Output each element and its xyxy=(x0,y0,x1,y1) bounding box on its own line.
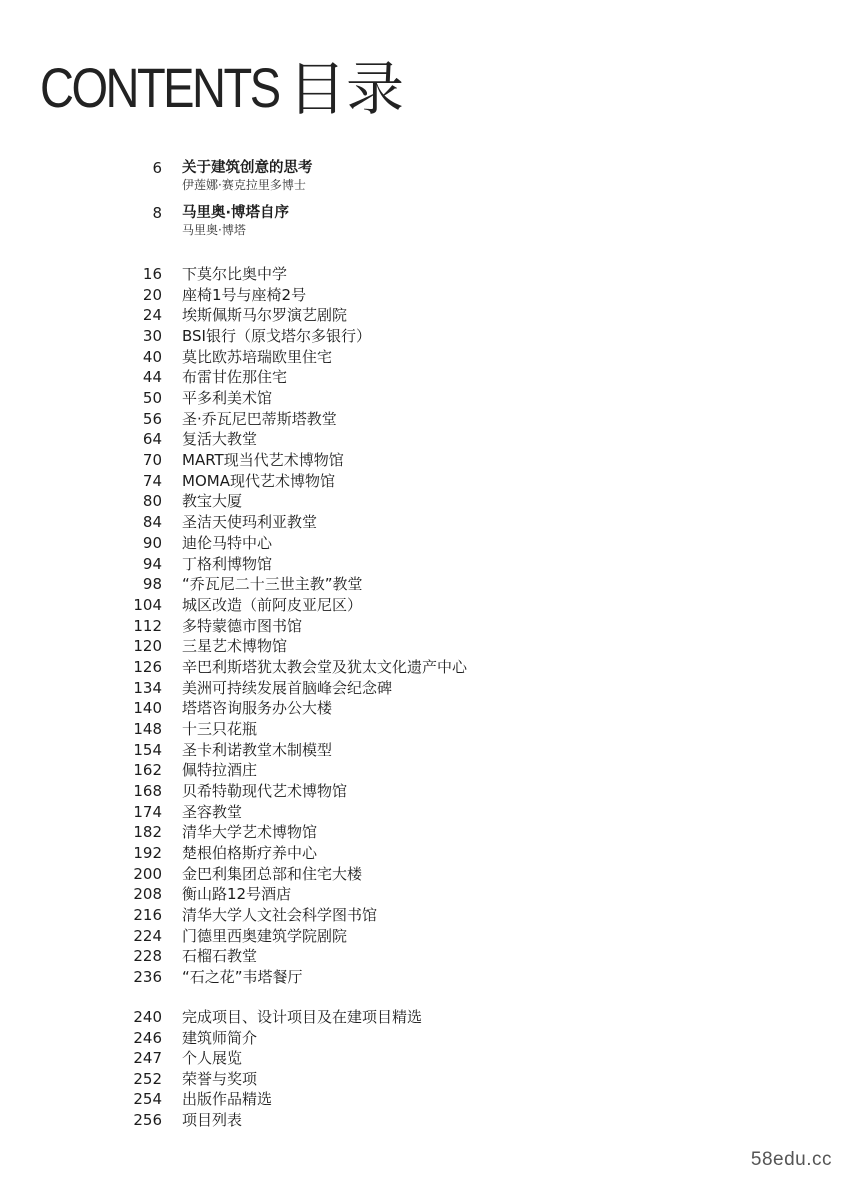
toc-entry xyxy=(0,760,852,780)
contents-title xyxy=(40,55,405,123)
toc-entry xyxy=(0,305,852,325)
toc-entry xyxy=(0,367,852,387)
toc-entry xyxy=(0,326,852,346)
toc-entry xyxy=(0,657,852,677)
toc-entry xyxy=(0,967,852,987)
page-number: 228 xyxy=(133,947,162,966)
entry-title: 项目列表 xyxy=(182,1111,243,1129)
page-number: 70 xyxy=(142,451,162,470)
watermark: 58edu.cc xyxy=(750,1149,832,1170)
toc-entry xyxy=(0,843,852,863)
entry-title: 金巴利集团总部和住宅大楼 xyxy=(182,864,363,883)
entry-title: 马里奥·博塔自序 xyxy=(182,205,290,221)
toc-entry xyxy=(0,1110,852,1130)
entry-title: 三星艺术博物馆 xyxy=(182,637,288,656)
page-number: 208 xyxy=(133,885,162,904)
page-number: 246 xyxy=(133,1028,162,1047)
toc-entry xyxy=(0,429,852,449)
entry-title: 清华大学人文社会科学图书馆 xyxy=(182,906,378,925)
entry-title: 楚根伯格斯疗养中心 xyxy=(182,844,318,863)
page-number: 44 xyxy=(142,368,162,387)
entry-title: 美洲可持续发展首脑峰会纪念碑 xyxy=(182,678,393,697)
page-number: 174 xyxy=(133,802,162,821)
entry-title: 城区改造（前阿皮亚尼区） xyxy=(182,595,363,614)
page-number: 74 xyxy=(142,471,162,490)
title-chinese: 目录 xyxy=(288,55,405,123)
entry-title: 门德里西奥建筑学院剧院 xyxy=(182,926,348,945)
page-number: 236 xyxy=(133,968,162,987)
page-number: 168 xyxy=(133,782,162,800)
page-number: 90 xyxy=(142,533,162,552)
entry-title: 塔塔咨询服务办公大楼 xyxy=(182,699,333,718)
page-number: 16 xyxy=(142,265,162,283)
entry-title: 完成项目、设计项目及在建项目精选 xyxy=(182,1008,423,1026)
entry-title: 教宝大厦 xyxy=(182,492,243,511)
page-number: 252 xyxy=(133,1069,162,1088)
toc-entry xyxy=(0,285,852,305)
entry-title: 圣洁天使玛利亚教堂 xyxy=(182,513,318,532)
page-number: 84 xyxy=(142,513,162,532)
entry-title: BSI银行（原戈塔尔多银行） xyxy=(182,327,371,346)
toc-entry xyxy=(0,533,852,553)
toc-entry xyxy=(0,1007,852,1027)
entry-title: 圣容教堂 xyxy=(182,802,243,821)
toc-entry xyxy=(0,409,852,429)
page-number: 50 xyxy=(142,389,162,408)
toc-entry xyxy=(0,781,852,801)
toc-entry xyxy=(0,1089,852,1109)
entry-title: 个人展览 xyxy=(182,1049,243,1068)
toc-entry xyxy=(0,802,852,822)
page-number: 240 xyxy=(133,1008,162,1026)
toc-entry xyxy=(0,1048,852,1068)
page-number: 140 xyxy=(133,699,162,718)
toc-entry xyxy=(0,512,852,532)
entry-title: 莫比欧苏培瑞欧里住宅 xyxy=(182,347,333,366)
entry-title: “石之花”韦塔餐厅 xyxy=(182,968,303,987)
page-number: 182 xyxy=(133,823,162,842)
entry-title: 贝希特勒现代艺术博物馆 xyxy=(182,782,348,800)
entry-author: 马里奥·博塔 xyxy=(182,223,246,237)
entry-title: 布雷甘佐那住宅 xyxy=(182,368,288,387)
page-number: 20 xyxy=(142,285,162,304)
page-number: 247 xyxy=(133,1049,162,1068)
entry-title: 清华大学艺术博物馆 xyxy=(182,823,318,842)
entry-title: 建筑师简介 xyxy=(182,1028,258,1047)
toc-entry xyxy=(0,388,852,408)
toc-entry xyxy=(0,864,852,884)
toc-entry xyxy=(0,822,852,842)
entry-title: 十三只花瓶 xyxy=(182,719,258,738)
page-number: 94 xyxy=(142,554,162,573)
entry-title: 迪伦马特中心 xyxy=(182,533,273,552)
page-number: 56 xyxy=(142,409,162,428)
entry-title: 荣誉与奖项 xyxy=(182,1069,258,1088)
page-number: 24 xyxy=(142,306,162,325)
toc-entry xyxy=(0,616,852,636)
page-number: 98 xyxy=(142,575,162,594)
toc-entry xyxy=(0,1069,852,1089)
page-number: 40 xyxy=(142,347,162,366)
toc-entry xyxy=(0,347,852,367)
page-number: 216 xyxy=(133,906,162,925)
entry-title: 平多利美术馆 xyxy=(182,389,273,408)
page-number: 80 xyxy=(142,492,162,511)
toc-entry xyxy=(0,471,852,491)
toc-entry xyxy=(0,884,852,904)
toc-entry xyxy=(0,905,852,925)
page-number: 154 xyxy=(133,740,162,759)
entry-title: MOMA现代艺术博物馆 xyxy=(182,471,335,490)
entry-title: 关于建筑创意的思考 xyxy=(182,160,313,176)
entry-title: 石榴石教堂 xyxy=(182,947,258,966)
entry-title: 佩特拉酒庄 xyxy=(182,761,258,780)
toc-entry xyxy=(0,554,852,574)
page-number: 120 xyxy=(133,637,162,656)
toc-entry xyxy=(0,926,852,946)
page-number: 64 xyxy=(142,430,162,449)
toc-entry xyxy=(0,574,852,594)
page-number: 256 xyxy=(133,1111,162,1129)
toc-entry xyxy=(0,595,852,615)
toc-entry xyxy=(0,450,852,470)
toc-entry xyxy=(0,719,852,739)
page-number: 112 xyxy=(133,616,162,635)
toc-entry xyxy=(0,491,852,511)
page-number: 200 xyxy=(133,864,162,883)
entry-title: 圣·乔瓦尼巴蒂斯塔教堂 xyxy=(182,409,337,428)
page-number: 104 xyxy=(133,595,162,614)
entry-title: 出版作品精选 xyxy=(182,1090,273,1109)
entry-title: 复活大教堂 xyxy=(182,430,258,449)
page-number: 8 xyxy=(152,204,162,222)
toc-entry xyxy=(0,1028,852,1048)
toc-entry xyxy=(0,740,852,760)
toc-entry xyxy=(0,264,852,284)
entry-title: 辛巴利斯塔犹太教会堂及犹太文化遗产中心 xyxy=(182,657,468,676)
page-number: 126 xyxy=(133,657,162,676)
page-number: 148 xyxy=(133,719,162,738)
entry-title: 座椅1号与座椅2号 xyxy=(182,285,307,304)
page-number: 6 xyxy=(152,159,162,177)
toc-entry xyxy=(0,636,852,656)
entry-title: 圣卡利诺教堂木制模型 xyxy=(182,740,333,759)
toc-entry xyxy=(0,678,852,698)
title-english: CONTENTS xyxy=(40,56,279,119)
page-number: 30 xyxy=(142,327,162,346)
page-number: 162 xyxy=(133,761,162,780)
entry-title: 多特蒙德市图书馆 xyxy=(182,616,303,635)
entry-title: 丁格利博物馆 xyxy=(182,554,273,573)
entry-title: MART现当代艺术博物馆 xyxy=(182,451,344,470)
toc-entry xyxy=(0,946,852,966)
entry-title: 衡山路12号酒店 xyxy=(182,885,292,904)
entry-title: “乔瓦尼二十三世主教”教堂 xyxy=(182,575,363,594)
entry-title: 埃斯佩斯马尔罗演艺剧院 xyxy=(182,306,348,325)
page-number: 224 xyxy=(133,926,162,945)
entry-title: 下莫尔比奥中学 xyxy=(182,265,288,283)
toc-entry xyxy=(0,698,852,718)
page-number: 134 xyxy=(133,678,162,697)
page-number: 254 xyxy=(133,1090,162,1109)
entry-author: 伊莲娜·赛克拉里多博士 xyxy=(182,178,306,192)
page-number: 192 xyxy=(133,844,162,863)
